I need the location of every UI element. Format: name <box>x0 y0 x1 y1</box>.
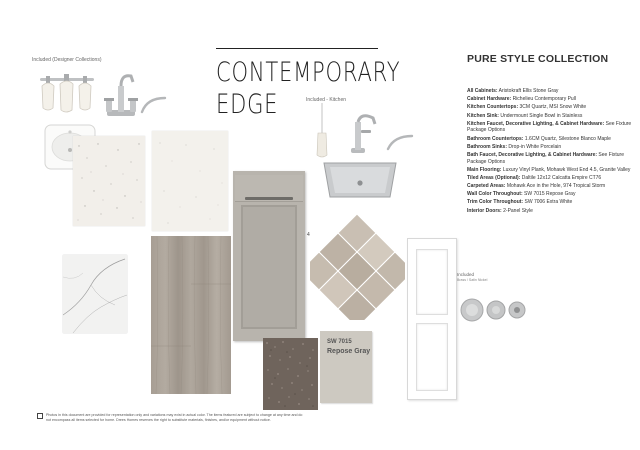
spec-item: Main Flooring: Luxury Vinyl Plank, Mohawk West End 4.5, Granite Valley <box>467 166 631 173</box>
title-line1: CONTEMPORARY <box>216 57 401 88</box>
spec-item: Kitchen Countertops: 3CM Quartz, MSI Snow White <box>467 104 587 111</box>
bath-hardware-image <box>139 94 169 116</box>
tile-marker: 4 <box>307 232 310 238</box>
paint-swatch <box>320 331 372 403</box>
kitchen-hardware-image <box>385 131 415 153</box>
spec-item: Bathroom Countertops: 1.6CM Quartz, Silestone Blanco Maple <box>467 135 611 142</box>
door-hardware-label: Included <box>457 272 475 277</box>
marble-tile-swatch <box>63 255 127 333</box>
title-rule <box>216 48 378 49</box>
flooring-swatch <box>151 236 231 394</box>
kitchen-faucet-image <box>345 110 379 156</box>
spec-item: Carpeted Areas: Mohawk Ace in the Hole, 974 Tropical Storm <box>467 183 606 190</box>
spec-item: Cabinet Hardware: Richelieu Contemporary Pull <box>467 96 576 103</box>
spec-item: Tiled Areas (Optional): Daltile 12x12 Calcatta Empire CT76 <box>467 174 602 181</box>
paint-code: SW 7015 <box>327 339 352 345</box>
cabinet-pull-icon <box>245 197 293 200</box>
pendant-light-image <box>312 103 332 161</box>
title-line2: EDGE <box>216 89 279 120</box>
bath-faucet-image <box>103 72 139 120</box>
spec-item: Bath Faucet, Decorative Lighting, & Cabinet Hardware: See Fixture Package Options <box>467 151 624 165</box>
spec-item: Interior Doors: 2-Panel Style <box>467 207 533 214</box>
spec-item: Trim Color Throughout: SW 7006 Extra White <box>467 199 573 206</box>
kitchen-sink-image <box>320 157 400 203</box>
disclaimer: Photos in this document are provided for representation only and variations may exist in actual color. The items featured are subject to change at any time and do not encompass all items selected for home. Drees Homes reserves the right to substitute materials, finishes, and/or equipment without notice. <box>46 413 303 422</box>
door-hardware-finish: Brass / Satin Nickel <box>457 278 488 282</box>
spec-item: Bathroom Sinks: Drop-in White Porcelain <box>467 143 562 150</box>
spec-item: Kitchen Faucet, Decorative Lighting, & Cabinet Hardware: See Fixture Package Options <box>467 120 632 134</box>
tile-pattern-swatch <box>310 210 405 320</box>
designer-collections-label: Included (Designer Collections) <box>32 57 102 63</box>
spec-item: Wall Color Throughout: SW 7015 Repose Gray <box>467 191 576 198</box>
paint-name: Repose Gray <box>327 348 371 355</box>
equal-housing-icon <box>37 413 43 419</box>
kitchen-included-label: Included - Kitchen <box>306 97 347 103</box>
collection-title: PURE STYLE COLLECTION <box>467 53 609 65</box>
kitchen-countertop-swatch <box>152 131 228 231</box>
bath-countertop-swatch <box>73 136 145 226</box>
spec-item: All Cabinets: Aristokraft Ellis Stone Gray <box>467 88 559 94</box>
interior-door-image <box>407 238 457 400</box>
spec-item: Kitchen Sink: Undermount Single Bowl in Stainless <box>467 112 583 119</box>
spec-list <box>467 88 635 216</box>
cabinet-door-swatch <box>233 171 305 341</box>
vanity-light-image <box>36 72 98 120</box>
door-knobs-image <box>458 292 528 328</box>
carpet-swatch <box>263 338 318 410</box>
